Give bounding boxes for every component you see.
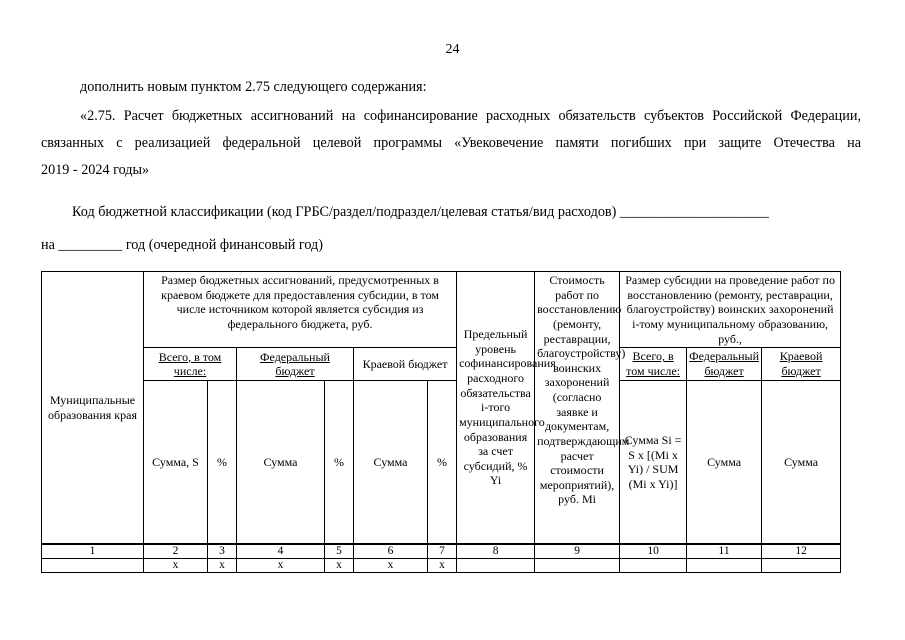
cost-works-header: Стоимость работ по восстановлению (ремонту, реставрации, благоустройству) воинских захоронений (согласно заявке и документам, подтверждающим расчет стоимости мероприятий), руб. Mi [535, 272, 620, 545]
subsidy-table [41, 271, 841, 573]
municipal-header: Муниципальные образования края [42, 272, 144, 545]
paragraph-line-2: связанных с реализацией федеральной целевой программы «Увековечение памяти погибших при защите Отечества на [41, 135, 861, 151]
column-number: 6 [354, 544, 428, 559]
column-number: 12 [762, 544, 841, 559]
column-number: 11 [687, 544, 762, 559]
total-incl-header: Всего, в том числе: [144, 348, 237, 381]
table-cell [42, 559, 144, 573]
table-cell [620, 559, 687, 573]
column-number: 1 [42, 544, 144, 559]
paragraph-line-1: «2.75. Расчет бюджетных ассигнований на софинансирование расходных обязательств субъектов Российской Федерации, [80, 108, 861, 124]
percent-header-federal: % [325, 381, 354, 545]
column-number: 5 [325, 544, 354, 559]
table-cell: x [144, 559, 208, 573]
table-cell [687, 559, 762, 573]
percent-header-regional: % [428, 381, 457, 545]
column-number: 3 [208, 544, 237, 559]
year-line: на _________ год (очередной финансовый год) [41, 237, 323, 253]
table-cell: x [428, 559, 457, 573]
cofinance-level-header: Предельный уровень софинансирования расходного обязательства i-того муниципального образования за счет субсидий, % Yi [457, 272, 535, 545]
subsidy-federal-sum: Сумма [687, 381, 762, 545]
intro-line: дополнить новым пунктом 2.75 следующего содержания: [80, 79, 427, 95]
sum-s-header: Сумма, S [144, 381, 208, 545]
table-cell [535, 559, 620, 573]
subsidy-formula: Сумма Si = S x [(Mi x Yi) / SUM (Mi x Yi)] [620, 381, 687, 545]
subsidy-group-header: Размер субсидии на проведение работ по восстановлению (ремонту, реставрации, благоустройству) воинских захоронений i-тому муниципальному образованию, руб., [620, 272, 841, 348]
percent-header-total: % [208, 381, 237, 545]
column-number: 7 [428, 544, 457, 559]
table-cell [457, 559, 535, 573]
column-number: 8 [457, 544, 535, 559]
regional-budget-header: Краевой бюджет [354, 348, 457, 381]
column-number-row [42, 544, 841, 559]
federal-budget-header: Федеральный бюджет [237, 348, 354, 381]
column-number: 4 [237, 544, 325, 559]
subsidy-federal-header: Федеральный бюджет [687, 348, 762, 381]
table-cell: x [354, 559, 428, 573]
budget-group-header: Размер бюджетных ассигнований, предусмотренных в краевом бюджете для предоставления субсидии, в том числе источником которой является субсидия из федерального бюджета, руб. [144, 272, 457, 348]
subsidy-regional-header: Краевой бюджет [762, 348, 841, 381]
table-row [42, 559, 841, 573]
sum-header-regional: Сумма [354, 381, 428, 545]
kbk-line: Код бюджетной классификации (код ГРБС/раздел/подраздел/целевая статья/вид расходов) _____________________ [72, 204, 769, 220]
sum-header-federal: Сумма [237, 381, 325, 545]
table-cell: x [325, 559, 354, 573]
page-number: 24 [445, 42, 460, 57]
table-cell: x [237, 559, 325, 573]
column-number: 2 [144, 544, 208, 559]
column-number: 9 [535, 544, 620, 559]
paragraph-line-3: 2019 - 2024 годы» [41, 162, 150, 178]
table-cell [762, 559, 841, 573]
subsidy-regional-sum: Сумма [762, 381, 841, 545]
column-number: 10 [620, 544, 687, 559]
table-cell: x [208, 559, 237, 573]
subsidy-total-header: Всего, в том числе: [620, 348, 687, 381]
